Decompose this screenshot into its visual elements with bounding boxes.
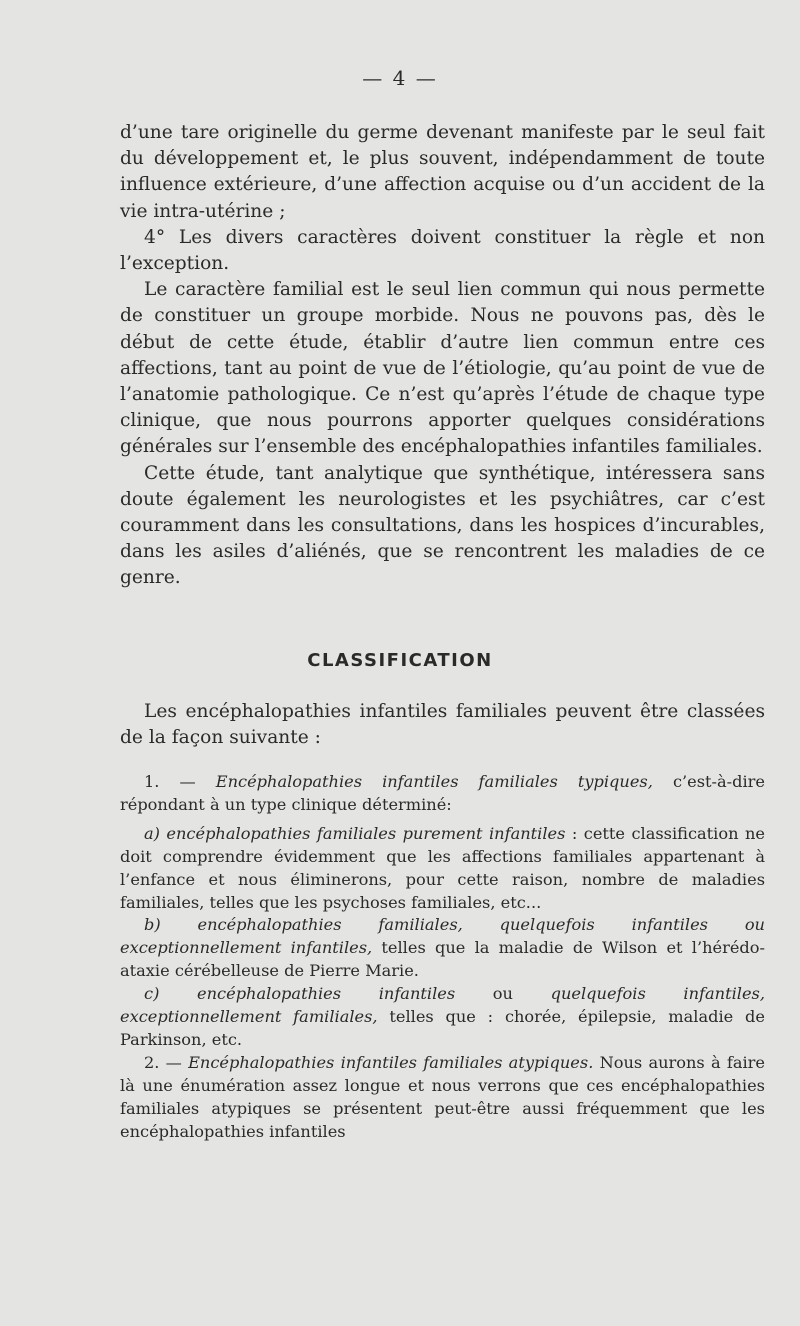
section-heading: CLASSIFICATION [307,650,493,671]
list-item-a-text: : cette classification ne doit comprendre évidemment que les affections familiales appartenant à l’enfance et nous éliminerons, pour cette raison, nombre de maladies familiales, telles que les psychoses familiales, etc... [120,823,765,912]
list-item-c-title-2: quelquefois infantiles, exceptionnellement familiales, [120,984,765,1027]
list-item-2 [120,1052,765,1144]
paragraph-3: Le caractère familial est le seul lien commun qui nous permette de constituer un groupe morbide. Nous ne pouvons pas, dès le début de cette étude, établir d’autre lien commun entre ces affections, tant au point de vue de l’étiologie, qu’au point de vue de l’anatomie pathologique. Ce n’est qu’après l’étude de chaque type clinique, que nous pourrons apporter quelques considérations générales sur l’ensemble des encéphalopathies infantiles familiales. [120,279,765,458]
list-item-b-title: encéphalopathies familiales, quelquefois infantiles ou exceptionnellement infantiles, [120,915,765,958]
list-item-c [120,983,765,1052]
paragraph-1: d’une tare originelle du germe devenant manifeste par le seul fait du développement et, le plus souvent, indépendamment de toute influence extérieure, d’une affection acquise ou d’un accident de la vie intra-utérine ; [120,122,765,222]
list-item-a-label: a) [144,823,160,843]
list-item-1-title: Encéphalopathies infantiles familiales typiques, [215,772,653,791]
list-item-c-title-1: encéphalopathies infantiles [197,984,456,1004]
list-item-1-number: 1. — [144,772,196,791]
list-item-b [120,914,765,983]
paragraph-4: Cette étude, tant analytique que synthétique, intéressera sans doute également les neurologistes et les psychiâtres, car c’est couramment dans les consultations, dans les hospices d’incurables, dans les asiles d’aliénés, que se rencontrent les maladies de ce genre. [120,462,765,589]
list-item-a-title: encéphalopathies familiales purement infantiles [166,823,566,843]
list-item-c-text: telles que : chorée, épilepsie, maladie de Parkinson, etc. [120,1007,765,1049]
list-item-2-number: 2. — [144,1052,182,1072]
list-item-a [120,823,765,915]
list-item-b-label: b) [144,915,161,935]
classification-list [120,771,765,1144]
paragraph-2: 4° Les divers caractères doivent constituer la règle et non l’exception. [120,226,765,275]
intro-text-block [120,120,765,592]
page-number: — 4 — [362,66,438,90]
list-item-1 [120,771,765,817]
list-item-c-ou: ou [492,984,513,1004]
list-item-1-text: c’est-à-dire répondant à un type clinique déterminé: [120,772,765,814]
list-item-2-title: Encéphalopathies infantiles familiales atypiques. [188,1052,594,1072]
list-item-b-text: telles que la maladie de Wilson et l’hérédo-ataxie cérébelleuse de Pierre Marie. [120,938,765,981]
list-item-c-label: c) [144,984,160,1004]
classification-intro [120,699,765,751]
list-item-2-text: Nous aurons à faire là une énumération assez longue et nous verrons que ces encéphalopathies familiales atypiques se présentent peut-être aussi fréquemment que les encéphalopathies infantiles [120,1052,765,1141]
classification-intro-text: Les encéphalopathies infantiles familiales peuvent être classées de la façon suivante : [120,701,765,749]
